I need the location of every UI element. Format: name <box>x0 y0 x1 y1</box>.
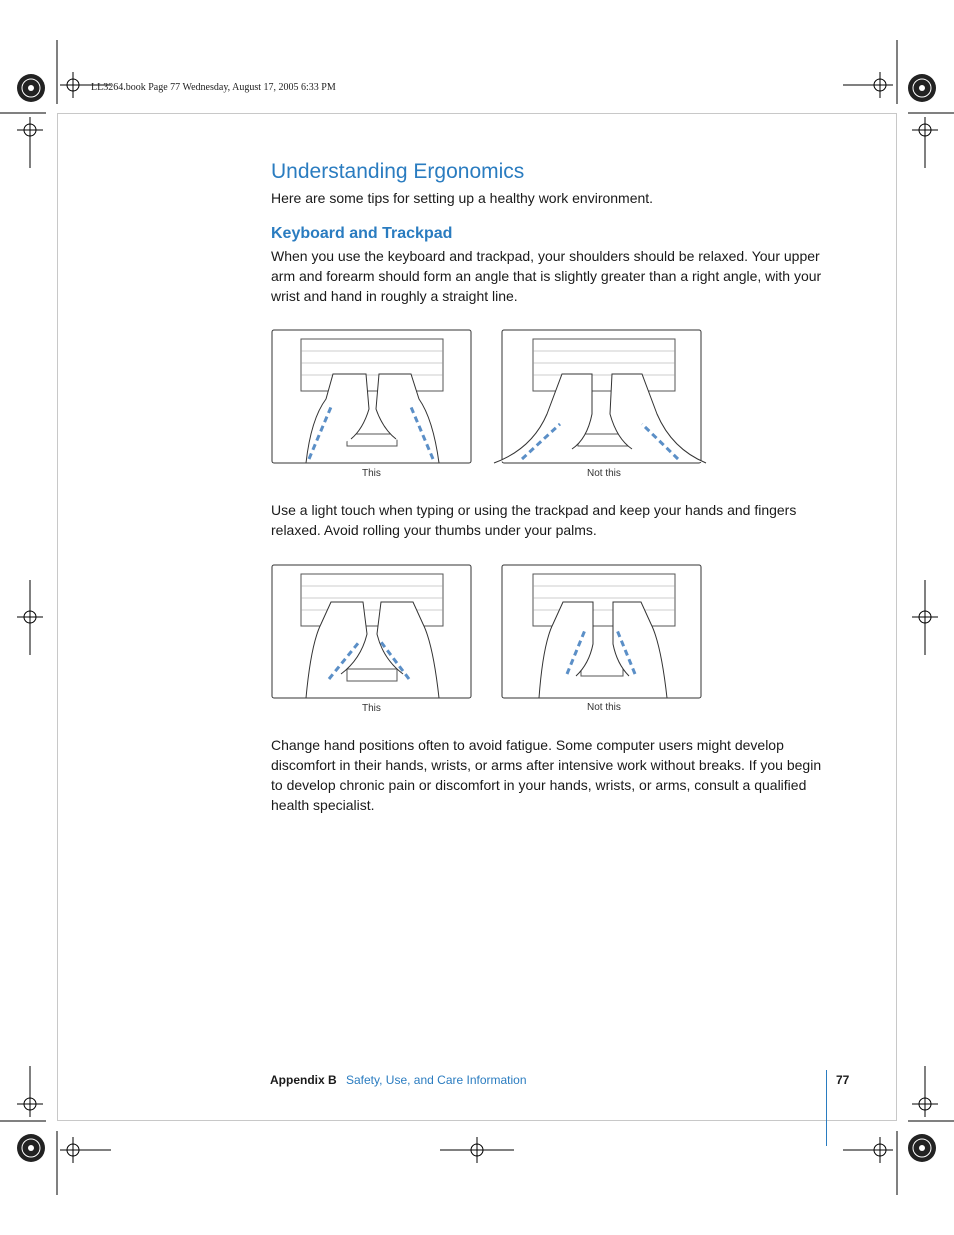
registration-target-icon <box>912 580 938 655</box>
registration-target-icon <box>17 580 43 655</box>
registration-target-icon <box>17 117 43 168</box>
footer-divider <box>826 1070 827 1146</box>
registration-target-icon <box>843 1137 893 1163</box>
section-heading: Keyboard and Trackpad <box>271 225 453 242</box>
figure-caption: Not this <box>587 468 621 479</box>
illustration-incorrect-thumbs <box>501 564 705 700</box>
illustration-incorrect-posture <box>492 329 708 465</box>
intro-text: Here are some tips for setting up a healthy work environment. <box>271 190 654 206</box>
registration-target-icon <box>912 1066 938 1117</box>
illustration-correct-thumbs <box>271 564 475 700</box>
star-target-icon <box>908 1134 936 1162</box>
page-title: Understanding Ergonomics <box>271 160 525 183</box>
footer-section-title: Safety, Use, and Care Information <box>346 1073 527 1087</box>
paragraph-light-touch: Use a light touch when typing or using the trackpad and keep your hands and fingers relaxed. Avoid rolling your thumbs under your palms. <box>271 502 797 538</box>
registration-target-icon <box>912 117 938 168</box>
print-slug: LL3264.book Page 77 Wednesday, August 17, 2005 6:33 PM <box>91 82 336 93</box>
footer-section-label: Appendix B <box>270 1073 337 1087</box>
star-target-icon <box>17 74 45 102</box>
star-target-icon <box>17 1134 45 1162</box>
illustration-correct-posture <box>271 329 475 465</box>
figure-caption: This <box>362 703 381 714</box>
registration-target-icon <box>17 1066 43 1117</box>
paragraph-fatigue: Change hand positions often to avoid fatigue. Some computer users might develop discomfort in their hands, wrists, or arms after intensive work without breaks. If you begin to develop chronic pain or discomfort in your hands, wrists, or arms, consult a qualified health specialist. <box>271 737 822 813</box>
star-target-icon <box>908 74 936 102</box>
figure-caption: This <box>362 468 381 479</box>
page-number: 77 <box>836 1073 850 1087</box>
paragraph-posture: When you use the keyboard and trackpad, your shoulders should be relaxed. Your upper arm and forearm should form an angle that is slightly greater than a right angle, with your wrist and hand in roughly a straight line. <box>271 248 822 304</box>
registration-target-icon <box>60 1137 111 1163</box>
registration-target-icon <box>843 72 893 98</box>
figure-caption: Not this <box>587 702 621 713</box>
registration-target-icon <box>440 1137 514 1163</box>
